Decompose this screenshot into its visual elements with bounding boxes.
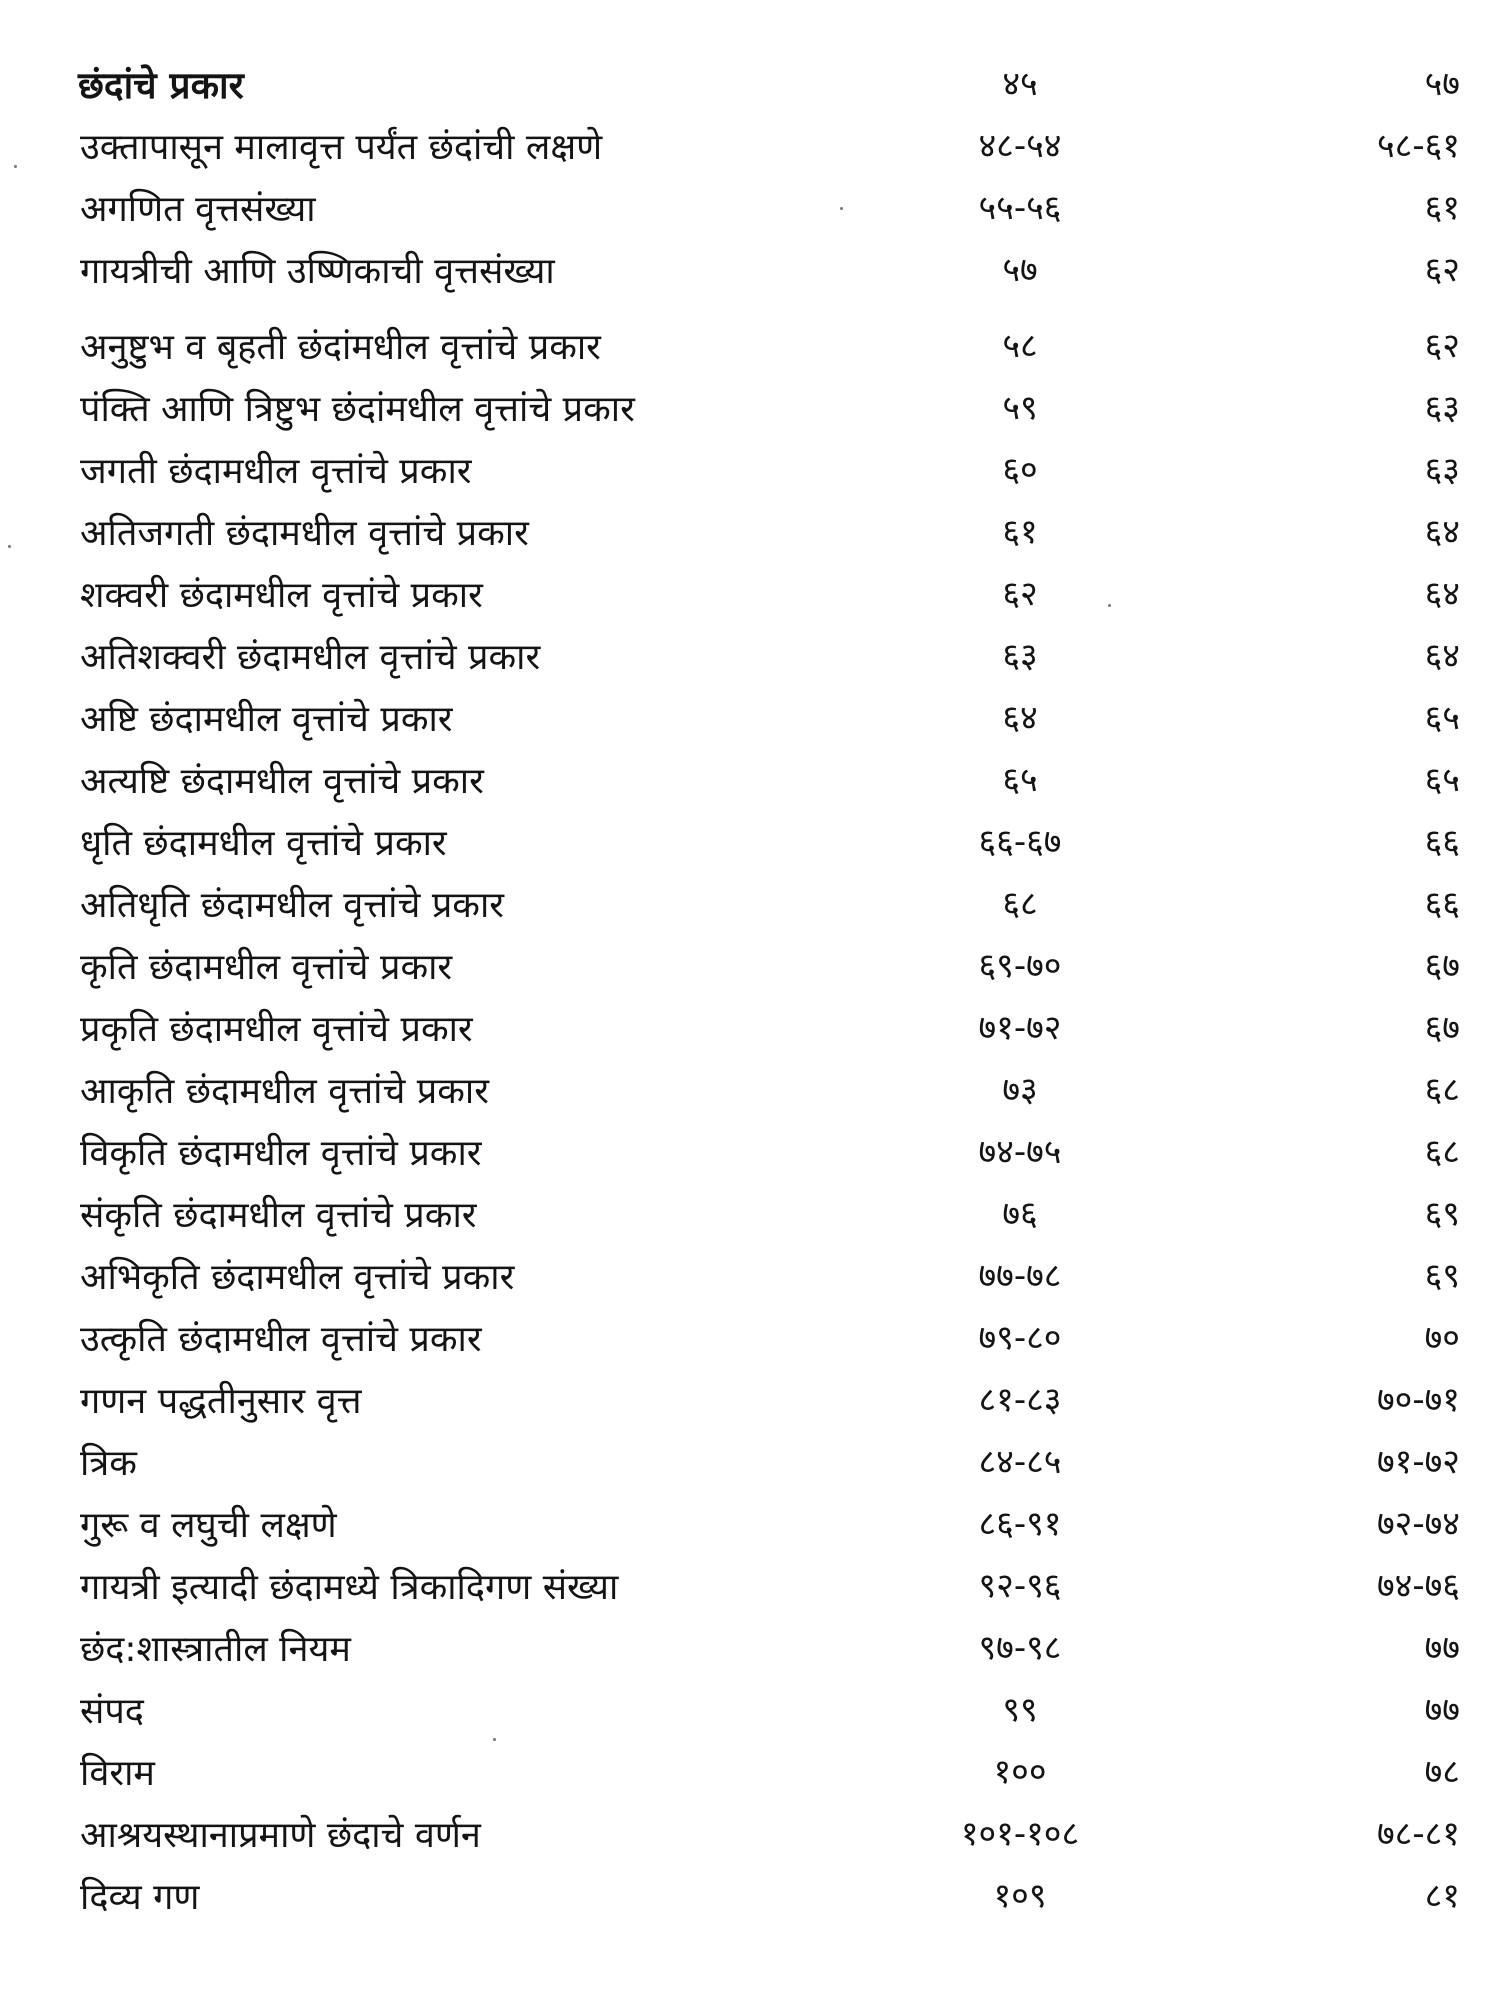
toc-entry-ref-a: ७९-८० [978, 1318, 1062, 1358]
toc-entry-title: अतिधृति छंदामधील वृत्तांचे प्रकार [80, 885, 504, 926]
toc-entry [0, 1622, 1500, 1684]
toc-entry [0, 878, 1500, 940]
toc-entry [0, 1064, 1500, 1126]
toc-entry-title: अनुष्टुभ व बृहती छंदांमधील वृत्तांचे प्रकार [80, 327, 601, 368]
toc-entry-ref-a: ६४ [1002, 698, 1038, 738]
toc-entry-ref-a: ५७ [1002, 250, 1038, 290]
toc-entry-page: ६३ [1424, 388, 1460, 428]
toc-entry-page: ७०-७१ [1377, 1380, 1460, 1420]
toc-entry-page: ६८ [1424, 1132, 1460, 1172]
toc-entry-ref-a: ७४-७५ [978, 1132, 1062, 1172]
toc-entry-ref-a: ५८ [1002, 326, 1038, 366]
toc-entry-page: ७७ [1424, 1628, 1460, 1668]
toc-entry-title: प्रकृति छंदामधील वृत्तांचे प्रकार [80, 1009, 473, 1050]
toc-entry-page: ६४ [1424, 574, 1460, 614]
toc-entry-ref-a: ८४-८५ [978, 1442, 1062, 1482]
toc-entry-title: उक्तापासून मालावृत्त पर्यंत छंदांची लक्षणे [80, 127, 603, 168]
toc-entry-ref-a: ८६-९१ [978, 1504, 1062, 1544]
toc-entry-title: शक्वरी छंदामधील वृत्तांचे प्रकार [80, 575, 483, 616]
toc-entry-title: विकृति छंदामधील वृत्तांचे प्रकार [80, 1133, 482, 1174]
toc-entry-ref-a: ४५ [1002, 64, 1038, 104]
toc-entry [0, 568, 1500, 630]
toc-entry-title: अतिशक्वरी छंदामधील वृत्तांचे प्रकार [80, 637, 541, 678]
toc-entry-ref-a: ९७-९८ [978, 1628, 1062, 1668]
toc-entry-ref-a: ७७-७८ [978, 1256, 1062, 1296]
toc-entry [0, 320, 1500, 382]
toc-entry-ref-a: ६३ [1002, 636, 1038, 676]
table-of-contents [0, 58, 1500, 1932]
toc-entry [0, 1312, 1500, 1374]
toc-entry-title: अष्टि छंदामधील वृत्तांचे प्रकार [80, 699, 453, 740]
toc-entry [0, 692, 1500, 754]
toc-entry-page: ५८-६१ [1377, 126, 1460, 166]
toc-entry-ref-a: ९२-९६ [978, 1566, 1062, 1606]
toc-entry [0, 1126, 1500, 1188]
toc-entry [0, 1250, 1500, 1312]
toc-entry-page: ६९ [1424, 1194, 1460, 1234]
toc-entry-page: ७२-७४ [1377, 1504, 1460, 1544]
toc-entry-ref-a: ६६-६७ [978, 822, 1062, 862]
toc-entry-page: ६६ [1424, 822, 1460, 862]
toc-entry-ref-a: ७६ [1002, 1194, 1038, 1234]
toc-entry-page: ६२ [1424, 326, 1460, 366]
toc-entry-title: धृति छंदामधील वृत्तांचे प्रकार [80, 823, 447, 864]
toc-entry-title: अगणित वृत्तसंख्या [80, 189, 316, 230]
toc-entry-page: ६६ [1424, 884, 1460, 924]
toc-entry-page: ६८ [1424, 1070, 1460, 1110]
toc-entry [0, 1188, 1500, 1250]
toc-entry-ref-a: ६९-७० [978, 946, 1062, 986]
toc-entry [0, 816, 1500, 878]
toc-entry [0, 182, 1500, 244]
toc-entry [0, 444, 1500, 506]
toc-entry [0, 630, 1500, 692]
toc-entry [0, 1498, 1500, 1560]
toc-entry-title: गणन पद्धतीनुसार वृत्त [80, 1381, 362, 1422]
toc-entry-title: संपद [80, 1691, 144, 1732]
toc-entry-title: संकृति छंदामधील वृत्तांचे प्रकार [80, 1195, 477, 1236]
toc-entry-page: ६३ [1424, 450, 1460, 490]
toc-entry-ref-a: ५५-५६ [978, 188, 1062, 228]
toc-entry-page: ७१-७२ [1377, 1442, 1460, 1482]
toc-entry-title: अतिजगती छंदामधील वृत्तांचे प्रकार [80, 513, 529, 554]
toc-entry-title: कृति छंदामधील वृत्तांचे प्रकार [80, 947, 453, 988]
toc-entry [0, 1684, 1500, 1746]
toc-entry-title: पंक्ति आणि त्रिष्टुभ छंदांमधील वृत्तांचे प्रकार [80, 389, 635, 430]
toc-entry [0, 1374, 1500, 1436]
toc-entry-page: ६७ [1424, 946, 1460, 986]
toc-entry-title: आकृति छंदामधील वृत्तांचे प्रकार [80, 1071, 489, 1112]
toc-entry-page: ७७ [1424, 1690, 1460, 1730]
toc-entry-page: ६४ [1424, 512, 1460, 552]
toc-entry [0, 940, 1500, 1002]
toc-entry-ref-a: १०० [993, 1752, 1047, 1792]
toc-entry-page: ६२ [1424, 250, 1460, 290]
toc-entry-page: ५७ [1424, 64, 1460, 104]
toc-entry-ref-a: ६८ [1002, 884, 1038, 924]
toc-entry-ref-a: १०१-१०८ [960, 1814, 1080, 1854]
toc-entry-ref-a: ९९ [1002, 1690, 1038, 1730]
toc-entry-page: ६९ [1424, 1256, 1460, 1296]
toc-entry-title: अत्यष्टि छंदामधील वृत्तांचे प्रकार [80, 761, 484, 802]
toc-entry-page: ६५ [1424, 760, 1460, 800]
toc-entry-ref-a: ५९ [1002, 388, 1038, 428]
toc-entry-title: दिव्य गण [80, 1877, 200, 1918]
toc-entry [0, 1746, 1500, 1808]
toc-entry-page: ७० [1424, 1318, 1460, 1358]
toc-entry-ref-a: ८१-८३ [978, 1380, 1062, 1420]
toc-entry-page: ७४-७६ [1377, 1566, 1460, 1606]
toc-entry [0, 58, 1500, 120]
toc-entry-ref-a: १०९ [993, 1876, 1047, 1916]
toc-entry-ref-a: ७३ [1002, 1070, 1038, 1110]
toc-entry-title: अभिकृति छंदामधील वृत्तांचे प्रकार [80, 1257, 515, 1298]
toc-entry-title: जगती छंदामधील वृत्तांचे प्रकार [80, 451, 472, 492]
toc-entry-title: उत्कृति छंदामधील वृत्तांचे प्रकार [80, 1319, 482, 1360]
toc-entry-ref-a: ६० [1002, 450, 1038, 490]
toc-entry [0, 1560, 1500, 1622]
toc-entry-title: छंद:शास्त्रातील नियम [80, 1629, 351, 1670]
toc-entry [0, 1808, 1500, 1870]
toc-entry [0, 506, 1500, 568]
section-heading: छंदांचे प्रकार [78, 64, 244, 107]
toc-entry-title: गुरू व लघुची लक्षणे [80, 1505, 337, 1546]
toc-entry-ref-a: ६२ [1002, 574, 1038, 614]
toc-entry-page: ७८-८१ [1377, 1814, 1460, 1854]
toc-entry-ref-a: ४८-५४ [978, 126, 1062, 166]
toc-entry-title: विराम [80, 1753, 155, 1794]
toc-entry [0, 754, 1500, 816]
toc-entry-page: ६५ [1424, 698, 1460, 738]
toc-entry [0, 244, 1500, 306]
toc-entry [0, 120, 1500, 182]
toc-entry [0, 1002, 1500, 1064]
toc-entry [0, 1870, 1500, 1932]
toc-entry-title: आश्रयस्थानाप्रमाणे छंदाचे वर्णन [80, 1815, 481, 1856]
toc-entry-page: ६४ [1424, 636, 1460, 676]
toc-entry-page: ६७ [1424, 1008, 1460, 1048]
toc-entry-title: गायत्रीची आणि उष्णिकाची वृत्तसंख्या [80, 251, 555, 292]
toc-entry [0, 1436, 1500, 1498]
toc-entry-page: ७८ [1424, 1752, 1460, 1792]
toc-entry-ref-a: ७१-७२ [978, 1008, 1062, 1048]
toc-entry-page: ६१ [1424, 188, 1460, 228]
toc-entry [0, 382, 1500, 444]
toc-entry-title: गायत्री इत्यादी छंदामध्ये त्रिकादिगण संख्या [80, 1567, 619, 1608]
toc-entry-page: ८१ [1424, 1876, 1460, 1916]
toc-entry-ref-a: ६५ [1002, 760, 1038, 800]
toc-entry-ref-a: ६१ [1002, 512, 1038, 552]
toc-entry-title: त्रिक [80, 1443, 137, 1484]
